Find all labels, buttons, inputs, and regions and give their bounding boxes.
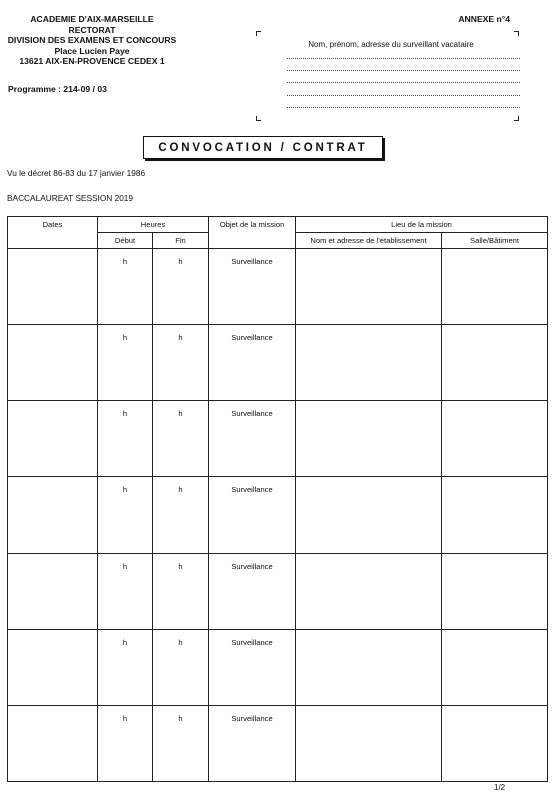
mission-table	[7, 216, 548, 782]
org-line: 13621 AIX-EN-PROVENCE CEDEX 1	[19, 56, 165, 67]
page-number: 1/2	[494, 783, 506, 792]
header-etablissement: Nom et adresse de l'établissement	[296, 233, 442, 249]
salle-cell[interactable]	[442, 477, 548, 553]
header-objet: Objet de la mission	[209, 217, 296, 249]
objet-cell: Surveillance	[209, 325, 296, 401]
debut-cell[interactable]: h	[98, 249, 153, 325]
table-row	[8, 553, 548, 629]
salle-cell[interactable]	[442, 705, 548, 781]
fin-cell[interactable]: h	[153, 705, 209, 781]
programme-code: Programme : 214-09 / 03	[8, 84, 107, 94]
etablissement-cell[interactable]	[296, 705, 442, 781]
objet-cell: Surveillance	[209, 477, 296, 553]
fin-cell[interactable]: h	[153, 249, 209, 325]
corner-mark	[514, 116, 519, 121]
etablissement-cell[interactable]	[296, 629, 442, 705]
date-cell[interactable]	[8, 553, 98, 629]
surveillant-address-field[interactable]	[287, 95, 520, 96]
org-line: ACADEMIE D'AIX-MARSEILLE	[30, 14, 154, 24]
corner-mark	[256, 31, 261, 36]
debut-cell[interactable]: h	[98, 553, 153, 629]
objet-cell: Surveillance	[209, 249, 296, 325]
table-row	[8, 401, 548, 477]
salle-cell[interactable]	[442, 249, 548, 325]
header-lieu: Lieu de la mission	[296, 217, 548, 233]
table-row	[8, 249, 548, 325]
org-line: Place Lucien Paye	[54, 45, 130, 56]
document-title: CONVOCATION / CONTRAT	[143, 136, 383, 159]
surveillant-address-field[interactable]	[287, 82, 520, 83]
header-dates: Dates	[8, 217, 98, 249]
surveillant-address-field[interactable]	[287, 70, 520, 71]
decret-reference: Vu le décret 86-83 du 17 janvier 1986	[7, 168, 146, 178]
surveillant-address-field[interactable]	[287, 107, 520, 108]
annexe-label: ANNEXE n°4	[458, 14, 510, 24]
table-row	[8, 629, 548, 705]
header-heures: Heures	[98, 217, 209, 233]
fin-cell[interactable]: h	[153, 325, 209, 401]
salle-cell[interactable]	[442, 629, 548, 705]
surveillant-name-field[interactable]	[287, 58, 520, 59]
table-row	[8, 705, 548, 781]
objet-cell: Surveillance	[209, 705, 296, 781]
date-cell[interactable]	[8, 477, 98, 553]
session-label: BACCALAUREAT SESSION 2019	[7, 193, 134, 203]
debut-cell[interactable]: h	[98, 401, 153, 477]
date-cell[interactable]	[8, 629, 98, 705]
objet-cell: Surveillance	[209, 629, 296, 705]
organisation-header	[6, 14, 178, 67]
surveillant-label: Nom, prénom, adresse du surveillant vacataire	[308, 40, 474, 49]
corner-mark	[256, 116, 261, 121]
etablissement-cell[interactable]	[296, 477, 442, 553]
salle-cell[interactable]	[442, 553, 548, 629]
debut-cell[interactable]: h	[98, 629, 153, 705]
org-line: RECTORAT	[68, 24, 116, 35]
header-salle: Salle/Bâtiment	[442, 233, 548, 249]
header-debut: Début	[98, 233, 153, 249]
salle-cell[interactable]	[442, 325, 548, 401]
date-cell[interactable]	[8, 325, 98, 401]
etablissement-cell[interactable]	[296, 553, 442, 629]
etablissement-cell[interactable]	[296, 249, 442, 325]
org-line: DIVISION DES EXAMENS ET CONCOURS	[7, 35, 177, 46]
etablissement-cell[interactable]	[296, 401, 442, 477]
debut-cell[interactable]: h	[98, 705, 153, 781]
fin-cell[interactable]: h	[153, 629, 209, 705]
table-row	[8, 325, 548, 401]
date-cell[interactable]	[8, 249, 98, 325]
header-fin: Fin	[153, 233, 209, 249]
objet-cell: Surveillance	[209, 401, 296, 477]
fin-cell[interactable]: h	[153, 477, 209, 553]
date-cell[interactable]	[8, 401, 98, 477]
corner-mark	[514, 31, 519, 36]
fin-cell[interactable]: h	[153, 401, 209, 477]
debut-cell[interactable]: h	[98, 477, 153, 553]
fin-cell[interactable]: h	[153, 553, 209, 629]
debut-cell[interactable]: h	[98, 325, 153, 401]
etablissement-cell[interactable]	[296, 325, 442, 401]
objet-cell: Surveillance	[209, 553, 296, 629]
salle-cell[interactable]	[442, 401, 548, 477]
table-row	[8, 477, 548, 553]
date-cell[interactable]	[8, 705, 98, 781]
